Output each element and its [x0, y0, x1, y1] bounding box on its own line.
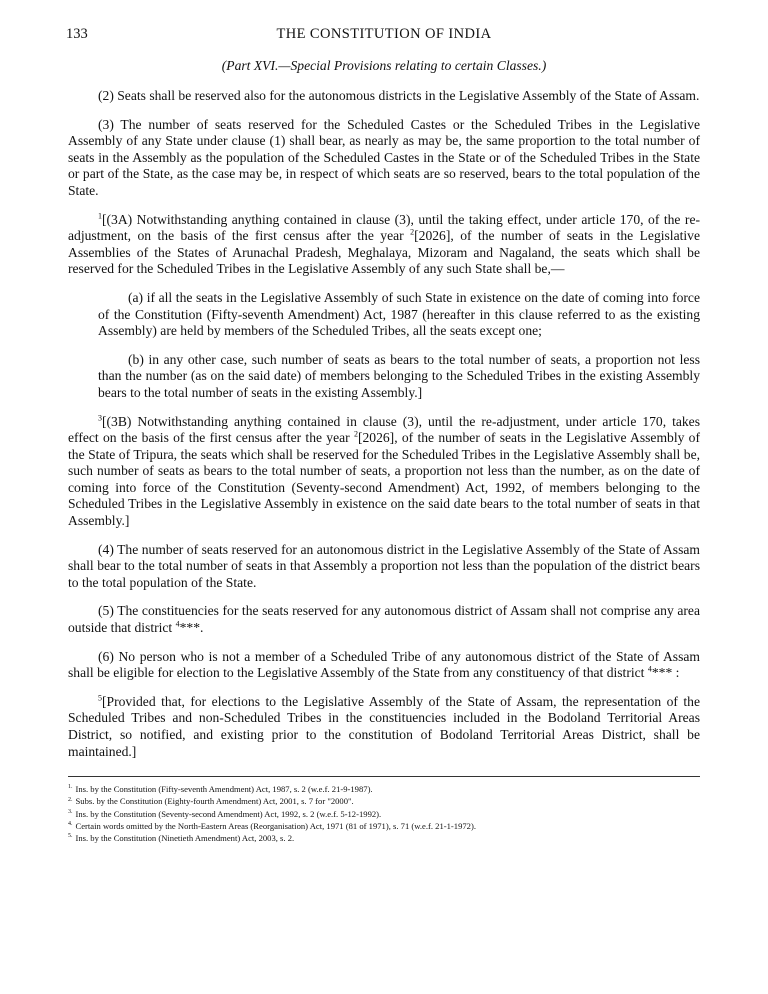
clause-paragraph — [68, 117, 700, 200]
footnote-marker: 1 — [98, 211, 102, 221]
body-text — [68, 88, 700, 760]
paragraph-text: (2) Seats shall be reserved also for the autonomous districts in the Legislative Assembly of the State of Assam. — [98, 88, 700, 103]
footnote-text: Certain words omitted by the North-Eastern Areas (Reorganisation) Act, 1971 (81 of 1971), s. 71 (w.e.f. 21-1-1972). — [75, 820, 476, 831]
footnote-marker: 4 — [175, 619, 180, 629]
paragraph-text: (b) in any other case, such number of seats as bears to the total number of seats, a proportion not less than the number (as on the said date) of members belonging to the Scheduled Tribes in the existing Assembly bears to the total number of seats in the existing Assembly.] — [98, 351, 700, 400]
footnote-number: 5. — [68, 833, 73, 840]
paragraph-text: (6) No person who is not a member of a Scheduled Tribe of any autonomous district of the State of Assam shall be eligible for election to the Legislative Assembly of the State from any constituency of that district — [68, 648, 700, 681]
paragraph-text: (a) if all the seats in the Legislative Assembly of such State in existence on the date of coming into force of the Constitution (Fifty-seventh Amendment) Act, 1987 (hereafter in this clause referred to as the existing Assembly) are held by members of the Scheduled Tribes, all the seats except one; — [98, 289, 700, 339]
footnote — [68, 808, 700, 820]
footnote — [68, 795, 700, 807]
footnote-text: Subs. by the Constitution (Eighty-fourth Amendment) Act, 2001, s. 7 for "2000". — [75, 796, 354, 807]
footnote-number: 2. — [68, 796, 73, 803]
footnotes — [68, 783, 700, 844]
footnote-text: Ins. by the Constitution (Seventy-second Amendment) Act, 1992, s. 2 (w.e.f. 5-12-1992). — [75, 808, 382, 819]
clause-paragraph — [68, 88, 700, 105]
paragraph-text: [2026], of the number of seats in the Legislative Assemblies of the States of Arunachal Pradesh, Meghalaya, Mizoram and Nagaland, the seats which shall be reserved for the Scheduled Tribes in the Legislative Assembly of any such State shall be,— — [68, 228, 700, 277]
paragraph-text: [Provided that, for elections to the Legislative Assembly of the State of Assam, the representation of the Scheduled Tribes and non-Scheduled Tribes in the constituencies included in the Bodoland Territorial Areas District, so notified, and existing prior to the constitution of Bodoland Territorial Areas District, shall be maintained.] — [68, 693, 700, 759]
footnote — [68, 820, 700, 832]
paragraph-text: (5) The constituencies for the seats reserved for any autonomous district of Assam shall not comprise any area outside that district — [68, 603, 700, 636]
page-number: 133 — [66, 26, 88, 42]
clause-paragraph — [68, 694, 700, 760]
footnote — [68, 832, 700, 844]
paragraph-text: [(3B) Notwithstanding anything contained in clause (3), until the re-adjustment, under article 170, takes effect on the basis of the first census after the year — [68, 413, 700, 446]
footnote-text: Ins. by the Constitution (Ninetieth Amendment) Act, 2003, s. 2. — [75, 833, 295, 843]
paragraph-text: ***. — [179, 620, 204, 636]
footnote-marker: 2 — [353, 429, 358, 439]
footnote-number: 3. — [68, 808, 73, 815]
paragraph-text: *** : — [651, 665, 680, 681]
clause-paragraph — [68, 212, 700, 278]
part-subheading: (Part XVI.—Special Provisions relating to certain Classes.) — [221, 58, 547, 73]
footnote — [68, 783, 700, 795]
sub-clause-paragraph — [98, 352, 700, 402]
clause-paragraph — [68, 414, 700, 530]
footnote-marker: 3 — [98, 412, 102, 422]
page-header — [68, 26, 700, 50]
document-page — [68, 26, 700, 844]
footnote-divider — [68, 776, 700, 777]
paragraph-text: [2026], of the number of seats in the Legislative Assembly of the State of Tripura, the seats which shall be reserved for the Scheduled Tribes in the Legislative Assembly shall be, such number of seats as bears to the total number of seats, a proportion not less than the number, as on the date of coming into force of the Constitution (Seventy-second Amendment) Act, 1992, of members belonging to the Scheduled Tribes in the Legislative Assembly in existence on the said date bears to the total number of seats in that Assembly.] — [68, 430, 700, 529]
footnote-text: Ins. by the Constitution (Fifty-seventh Amendment) Act, 1987, s. 2 (w.e.f. 21-9-1987). — [75, 784, 373, 795]
clause-paragraph — [68, 603, 700, 636]
footnote-marker: 2 — [410, 227, 415, 237]
footnote-marker: 5 — [98, 693, 102, 703]
footnote-marker: 4 — [647, 664, 652, 674]
footnote-number: 4. — [68, 820, 73, 827]
paragraph-text: (3) The number of seats reserved for the Scheduled Castes or the Scheduled Tribes in the Legislative Assembly of any State under clause (1) shall bear, as nearly as may be, the same proportion to the total number of seats in the Assembly as the population of the Scheduled Castes in the State or of the Scheduled Tribes in the State or part of the State, as the case may be, in respect of which seats are so reserved, bears to the total population of the State. — [68, 116, 700, 198]
page-title: THE CONSTITUTION OF INDIA — [276, 26, 492, 42]
clause-paragraph — [68, 649, 700, 682]
paragraph-text: [(3A) Notwithstanding anything contained in clause (3), until the taking effect, under article 170, of the re-adjustment, on the basis of the first census after the year — [68, 211, 700, 244]
footnote-number: 1. — [68, 784, 73, 791]
sub-clause-paragraph — [98, 290, 700, 340]
clause-paragraph — [68, 542, 700, 592]
paragraph-text: (4) The number of seats reserved for an autonomous district in the Legislative Assembly of the State of Assam shall bear to the total number of seats in that Assembly a proportion not less than the population of the district bears to the total population of the State. — [68, 541, 700, 590]
